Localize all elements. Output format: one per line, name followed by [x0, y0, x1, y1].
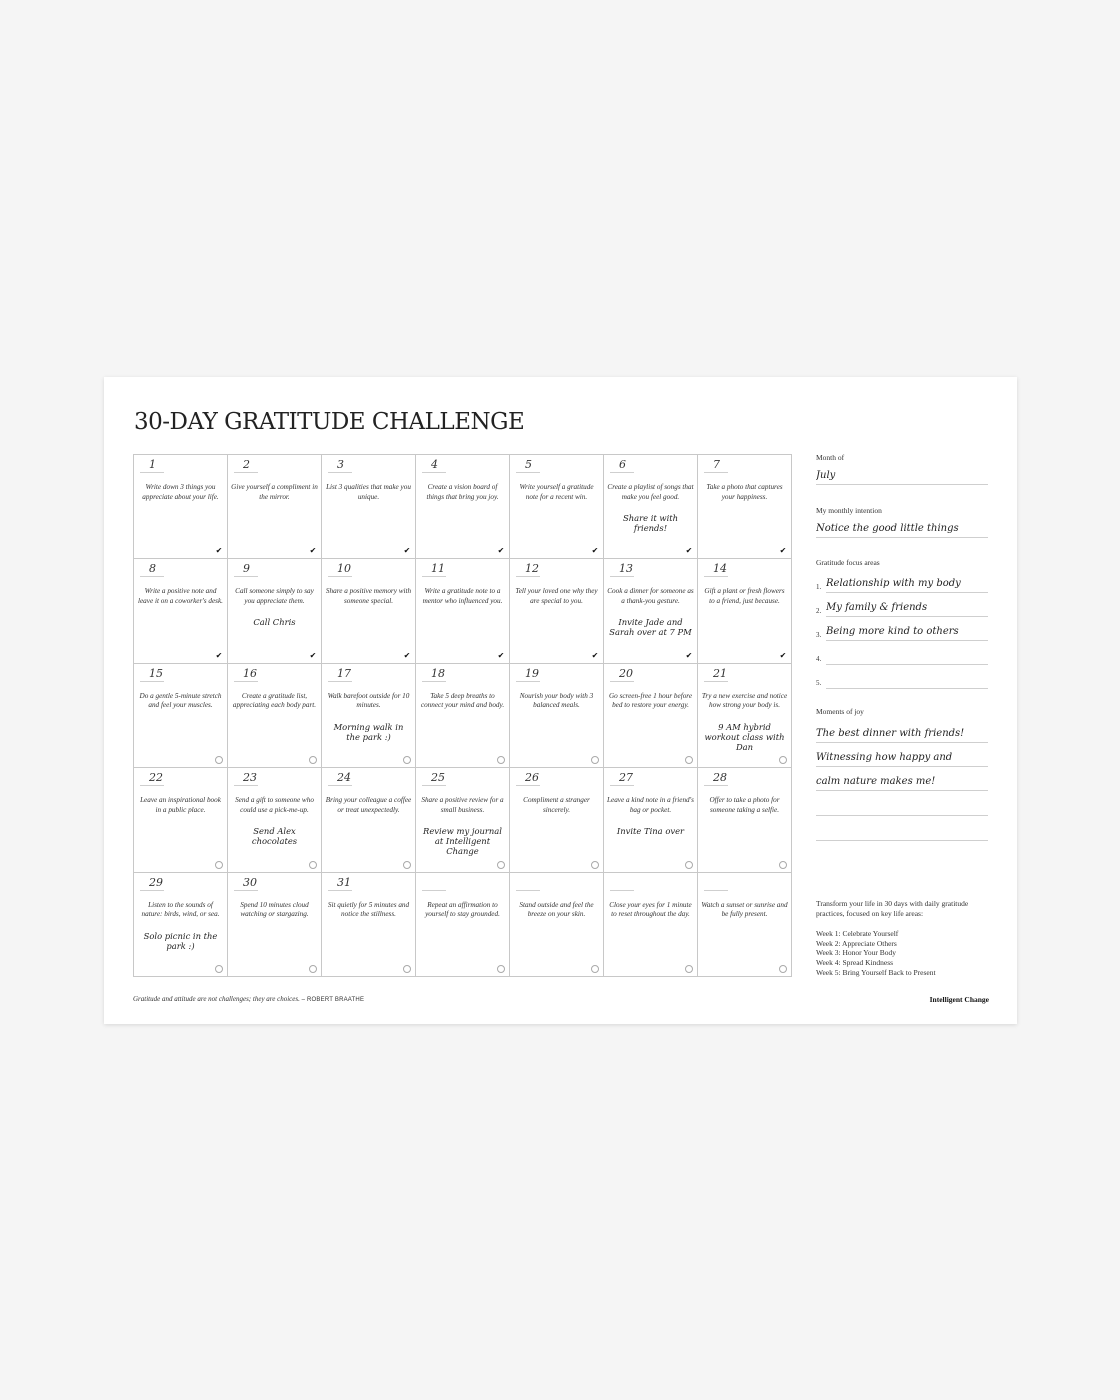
- day-number: 13: [610, 561, 634, 577]
- day-task: Create a vision board of things that bring you joy.: [426, 483, 499, 501]
- footer-quote: [133, 995, 364, 1003]
- day-task: Write down 3 things you appreciate about your life.: [142, 483, 219, 501]
- day-task: Close your eyes for 1 minute to reset throughout the day.: [609, 900, 692, 919]
- day-task: Watch a sunset or sunrise and be fully present.: [701, 900, 788, 919]
- empty-circle-icon[interactable]: [497, 965, 505, 973]
- day-number: 2: [234, 457, 258, 473]
- day-number: 26: [516, 770, 540, 786]
- day-task: Share a positive memory with someone special.: [325, 587, 412, 605]
- day-number: 1: [140, 457, 164, 473]
- day-number: 17: [328, 666, 352, 682]
- focus-number: 3.: [816, 631, 822, 639]
- day-number: [610, 875, 634, 891]
- checkmark-icon[interactable]: ✔: [685, 650, 693, 660]
- empty-circle-icon[interactable]: [309, 756, 317, 764]
- empty-circle-icon[interactable]: [403, 756, 411, 764]
- day-task: Gift a plant or fresh flowers to a friend, just because.: [704, 587, 785, 605]
- day-cell: [322, 768, 416, 872]
- day-cell: [698, 664, 792, 768]
- day-number: [704, 875, 728, 891]
- day-note[interactable]: Morning walk in the park :): [333, 721, 404, 742]
- day-task: Tell your loved one why they are special to you.: [515, 587, 598, 605]
- checkmark-icon[interactable]: ✔: [403, 650, 411, 660]
- day-task: Sit quietly for 5 minutes and notice the stillness.: [327, 900, 410, 919]
- day-task: Write a positive note and leave it on a coworker's desk.: [138, 587, 223, 605]
- day-cell: [228, 768, 322, 872]
- day-cell: [698, 559, 792, 663]
- day-cell: [604, 664, 698, 768]
- day-cell: [228, 559, 322, 663]
- empty-circle-icon[interactable]: [779, 965, 787, 973]
- day-task: Listen to the sounds of nature: birds, wind, or sea.: [141, 900, 220, 919]
- day-number: 19: [516, 666, 540, 682]
- day-number: 30: [234, 875, 258, 891]
- day-cell: [322, 873, 416, 977]
- day-cell: [134, 873, 228, 977]
- focus-number: 2.: [816, 607, 822, 615]
- day-number: 3: [328, 457, 352, 473]
- joy-line[interactable]: Witnessing how happy and: [816, 749, 988, 767]
- empty-circle-icon[interactable]: [685, 965, 693, 973]
- joy-line[interactable]: [816, 798, 988, 816]
- day-cell: [698, 455, 792, 559]
- empty-circle-icon[interactable]: [685, 756, 693, 764]
- day-number: 4: [422, 457, 446, 473]
- day-task: Take a photo that captures your happiness.: [706, 483, 783, 501]
- page-title: 30-DAY GRATITUDE CHALLENGE: [134, 409, 525, 435]
- day-cell: [322, 664, 416, 768]
- day-number: 11: [422, 561, 446, 577]
- empty-circle-icon[interactable]: [215, 861, 223, 869]
- empty-circle-icon[interactable]: [403, 965, 411, 973]
- day-cell: [604, 873, 698, 977]
- day-cell: [416, 559, 510, 663]
- day-number: 28: [704, 770, 728, 786]
- calendar-grid: [133, 454, 792, 977]
- day-cell: [228, 455, 322, 559]
- week-item: Week 3: Honor Your Body: [816, 948, 897, 958]
- day-number: 31: [328, 875, 352, 891]
- day-cell: [510, 873, 604, 977]
- day-cell: [604, 455, 698, 559]
- day-task: Write a gratitude note to a mentor who influenced you.: [422, 587, 503, 605]
- focus-field[interactable]: [826, 647, 988, 665]
- day-number: 23: [234, 770, 258, 786]
- day-note[interactable]: Solo picnic in the park :): [143, 930, 218, 951]
- checkmark-icon[interactable]: ✔: [497, 546, 505, 556]
- day-note[interactable]: Send Alex chocolates: [251, 826, 298, 847]
- joy-line[interactable]: The best dinner with friends!: [816, 725, 988, 743]
- day-task: Take 5 deep breaths to connect your mind and body.: [420, 691, 505, 710]
- day-number: 16: [234, 666, 258, 682]
- day-cell: [134, 559, 228, 663]
- day-note[interactable]: Call Chris: [253, 617, 296, 628]
- day-note[interactable]: Review my journal at Intelligent Change: [423, 826, 502, 857]
- checkmark-icon[interactable]: ✔: [591, 650, 599, 660]
- day-cell: [416, 873, 510, 977]
- day-cell: [698, 768, 792, 872]
- weeks-list: [816, 929, 991, 978]
- day-cell: [604, 559, 698, 663]
- focus-field[interactable]: Being more kind to others: [826, 623, 988, 641]
- day-number: 7: [704, 457, 728, 473]
- empty-circle-icon[interactable]: [309, 861, 317, 869]
- day-cell: [134, 664, 228, 768]
- day-task: Go screen-free 1 hour before bed to restore your energy.: [608, 691, 693, 710]
- day-task: Leave a kind note in a friend's bag or pocket.: [607, 796, 694, 814]
- day-number: 29: [140, 875, 164, 891]
- day-cell: [416, 768, 510, 872]
- day-cell: [510, 455, 604, 559]
- checkmark-icon[interactable]: ✔: [591, 546, 599, 556]
- intention-field[interactable]: Notice the good little things: [816, 520, 988, 538]
- empty-circle-icon[interactable]: [403, 861, 411, 869]
- day-cell: [228, 664, 322, 768]
- empty-circle-icon[interactable]: [779, 861, 787, 869]
- day-task: Repeat an affirmation to yourself to stay grounded.: [425, 900, 500, 919]
- focus-label: Gratitude focus areas: [816, 558, 880, 567]
- day-cell: [416, 455, 510, 559]
- day-task: Nourish your body with 3 balanced meals.: [519, 691, 594, 710]
- day-cell: [416, 664, 510, 768]
- checkmark-icon[interactable]: ✔: [215, 546, 223, 556]
- month-field[interactable]: July: [816, 467, 988, 485]
- joy-line[interactable]: calm nature makes me!: [816, 773, 988, 791]
- day-task: Write yourself a gratitude note for a recent win.: [519, 483, 594, 501]
- day-number: 6: [610, 457, 634, 473]
- day-number: 21: [704, 666, 728, 682]
- empty-circle-icon[interactable]: [685, 861, 693, 869]
- day-number: 24: [328, 770, 352, 786]
- day-number: 20: [610, 666, 634, 682]
- day-task: Offer to take a photo for someone taking a selfie.: [709, 796, 780, 814]
- day-cell: [510, 768, 604, 872]
- day-task: Call someone simply to say you appreciate them.: [235, 587, 314, 605]
- day-number: 12: [516, 561, 540, 577]
- focus-field[interactable]: Relationship with my body: [826, 575, 988, 593]
- day-cell: [322, 455, 416, 559]
- checkmark-icon[interactable]: ✔: [779, 650, 787, 660]
- joy-label: Moments of joy: [816, 707, 864, 716]
- challenge-description: Transform your life in 30 days with daily gratitude practices, focused on key life areas:: [816, 899, 969, 918]
- day-task: Share a positive review for a small business.: [421, 796, 504, 814]
- day-cell: [228, 873, 322, 977]
- day-number: 14: [704, 561, 728, 577]
- day-number: 15: [140, 666, 164, 682]
- checkmark-icon[interactable]: ✔: [309, 650, 317, 660]
- day-cell: [322, 559, 416, 663]
- empty-circle-icon[interactable]: [591, 965, 599, 973]
- day-task: Create a playlist of songs that make you feel good.: [607, 483, 694, 501]
- day-task: Create a gratitude list, appreciating each body part.: [232, 691, 317, 710]
- day-number: [516, 875, 540, 891]
- checkmark-icon[interactable]: ✔: [215, 650, 223, 660]
- empty-circle-icon[interactable]: [497, 756, 505, 764]
- month-label: Month of: [816, 453, 845, 462]
- day-number: 25: [422, 770, 446, 786]
- day-note[interactable]: Share it with friends!: [622, 513, 679, 533]
- day-number: 8: [140, 561, 164, 577]
- empty-circle-icon[interactable]: [215, 756, 223, 764]
- empty-circle-icon[interactable]: [497, 861, 505, 869]
- day-number: 5: [516, 457, 540, 473]
- empty-circle-icon[interactable]: [309, 965, 317, 973]
- quote-text: Gratitude and attitude are not challenges; they are choices.: [133, 995, 300, 1003]
- joy-line[interactable]: [816, 823, 988, 841]
- week-item: Week 2: Appreciate Others: [816, 938, 897, 948]
- focus-number: 1.: [816, 583, 822, 591]
- day-number: [422, 875, 446, 891]
- day-number: 9: [234, 561, 258, 577]
- intention-label: My monthly intention: [816, 506, 882, 515]
- day-task: Cook a dinner for someone as a thank-you gesture.: [607, 587, 694, 605]
- quote-author: – ROBERT BRAATHE: [301, 997, 365, 1003]
- day-task: Give yourself a compliment in the mirror.: [231, 483, 318, 501]
- focus-number: 4.: [816, 655, 822, 663]
- day-task: Spend 10 minutes cloud watching or stargazing.: [240, 900, 309, 919]
- checkmark-icon[interactable]: ✔: [403, 546, 411, 556]
- focus-number: 5.: [816, 679, 822, 687]
- checkmark-icon[interactable]: ✔: [497, 650, 505, 660]
- day-number: 22: [140, 770, 164, 786]
- challenge-sheet: [104, 377, 1017, 1024]
- day-task: List 3 qualities that make you unique.: [326, 483, 411, 501]
- day-task: Stand outside and feel the breeze on your skin.: [519, 900, 594, 919]
- empty-circle-icon[interactable]: [215, 965, 223, 973]
- day-task: Walk barefoot outside for 10 minutes.: [327, 691, 410, 710]
- day-task: Compliment a stranger sincerely.: [523, 796, 590, 814]
- day-cell: [134, 455, 228, 559]
- day-cell: [604, 768, 698, 872]
- day-task: Bring your colleague a coffee or treat unexpectedly.: [325, 796, 412, 814]
- day-cell: [698, 873, 792, 977]
- day-number: 10: [328, 561, 352, 577]
- day-number: 18: [422, 666, 446, 682]
- checkmark-icon[interactable]: ✔: [779, 546, 787, 556]
- day-task: Leave an inspirational book in a public place.: [140, 796, 221, 814]
- day-task: Do a gentle 5-minute stretch and feel your muscles.: [139, 691, 222, 710]
- week-item: Week 5: Bring Yourself Back to Present: [816, 967, 936, 977]
- day-note[interactable]: Invite Tina over: [616, 826, 685, 837]
- day-note[interactable]: 9 AM hybrid workout class with Dan: [704, 721, 785, 752]
- empty-circle-icon[interactable]: [591, 861, 599, 869]
- day-number: 27: [610, 770, 634, 786]
- day-cell: [134, 768, 228, 872]
- day-cell: [510, 664, 604, 768]
- empty-circle-icon[interactable]: [591, 756, 599, 764]
- checkmark-icon[interactable]: ✔: [685, 546, 693, 556]
- focus-field[interactable]: My family & friends: [826, 599, 988, 617]
- checkmark-icon[interactable]: ✔: [309, 546, 317, 556]
- empty-circle-icon[interactable]: [779, 756, 787, 764]
- day-task: Send a gift to someone who could use a pick-me-up.: [235, 796, 314, 814]
- day-note[interactable]: Invite Jade and Sarah over at 7 PM: [609, 617, 692, 638]
- day-task: Try a new exercise and notice how strong your body is.: [701, 691, 788, 710]
- focus-field[interactable]: [826, 671, 988, 689]
- brand-logo: Intelligent Change: [929, 995, 989, 1004]
- week-item: Week 4: Spread Kindness: [816, 958, 894, 968]
- week-item: Week 1: Celebrate Yourself: [816, 929, 899, 938]
- day-cell: [510, 559, 604, 663]
